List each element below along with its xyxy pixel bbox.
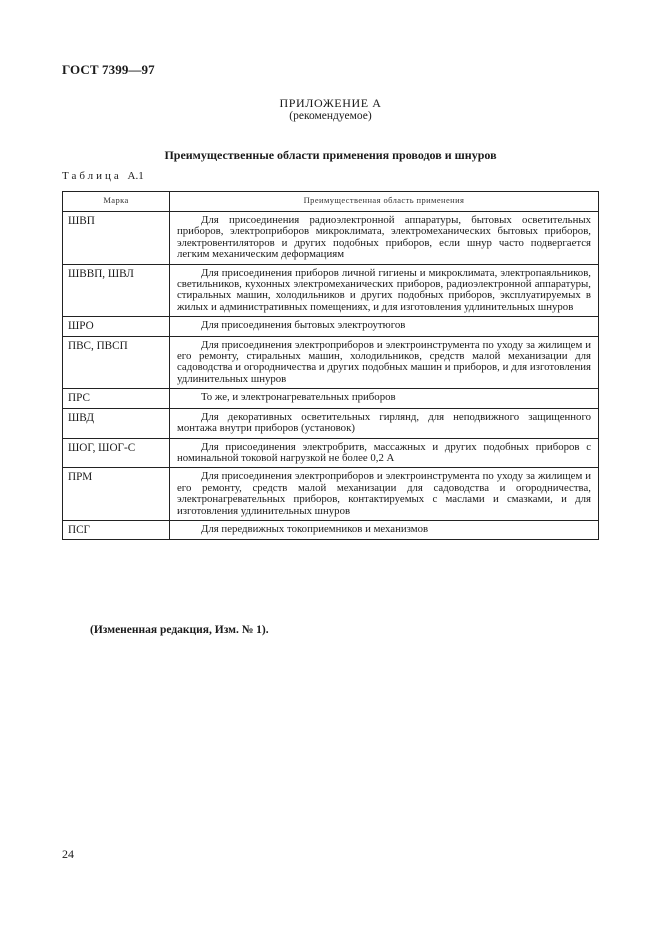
cell-mark: ШОГ, ШОГ-С [63,438,170,468]
table-caption-number: А.1 [127,170,144,182]
cell-area: Для присоединения приборов личной гигиены и микроклимата, электропаяльников, светильников, кухонных электромеханических приборов, радиоэлектронной аппаратуры, стиральных машин, холодильников и других подобных приборов, эксплуатируемых в жилых и административных помещениях, и для изготовления удлинительных шнуров [170,264,599,317]
cell-mark: ПСГ [63,520,170,539]
cell-area: Для присоединения электроприборов и электроинструмента по уходу за жилищем и его ремонту, стиральных машин, холодильников, средств малой механизации для садоводства и огородничества и других подобных машин и приборов, и для изготовления удлинительных шнуров [170,336,599,389]
annex-subtitle: (рекомендуемое) [289,110,372,122]
table-row [63,336,599,389]
table-row [63,264,599,317]
annex-title: ПРИЛОЖЕНИЕ А [279,96,382,110]
cell-mark: ШВП [63,212,170,265]
table-header-row [63,192,599,212]
table-row [63,317,599,336]
cell-area: Для присоединения электробритв, массажных и других подобных приборов с номинальной токовой нагрузкой не более 0,2 А [170,438,599,468]
cell-mark: ПРМ [63,468,170,521]
cell-area: Для присоединения бытовых электроутюгов [170,317,599,336]
cell-area: Для передвижных токоприемников и механизмов [170,520,599,539]
column-header-area: Преимущественная область применения [170,192,599,212]
table-row [63,468,599,521]
cell-area: Для присоединения электроприборов и электроинструмента по уходу за жилищем и его ремонту, средств малой механизации для садоводства и огородничества, электронагревательных приборов, контактируемых с маслами и смазками, и для изготовления удлинительных шнуров [170,468,599,521]
cell-area: Для присоединения радиоэлектронной аппаратуры, бытовых осветительных приборов, электроприборов микроклимата, электромеханических бытовых приборов, электровентиляторов и других подобных приборов, если шнур часто подвергается легким механическим деформациям [170,212,599,265]
cell-area: Для декоративных осветительных гирлянд, для неподвижного защищенного монтажа внутри приборов (установок) [170,408,599,438]
table-row [63,408,599,438]
revision-note: (Измененная редакция, Изм. № 1). [90,624,269,636]
column-header-mark: Марка [63,192,170,212]
cell-mark: ПРС [63,389,170,408]
annex-heading: Преимущественные области применения проводов и шнуров [164,148,497,162]
cell-mark: ШВД [63,408,170,438]
cell-mark: ШРО [63,317,170,336]
page-number: 24 [62,847,74,861]
table-row [63,520,599,539]
table-row [63,212,599,265]
wire-application-table [62,191,599,540]
table-caption [62,170,144,182]
document-code: ГОСТ 7399—97 [62,62,155,77]
cell-mark: ШВВП, ШВЛ [63,264,170,317]
table-row [63,389,599,408]
table-caption-word: Таблица [62,170,122,182]
table-row [63,438,599,468]
cell-mark: ПВС, ПВСП [63,336,170,389]
cell-area: То же, и электронагревательных приборов [170,389,599,408]
